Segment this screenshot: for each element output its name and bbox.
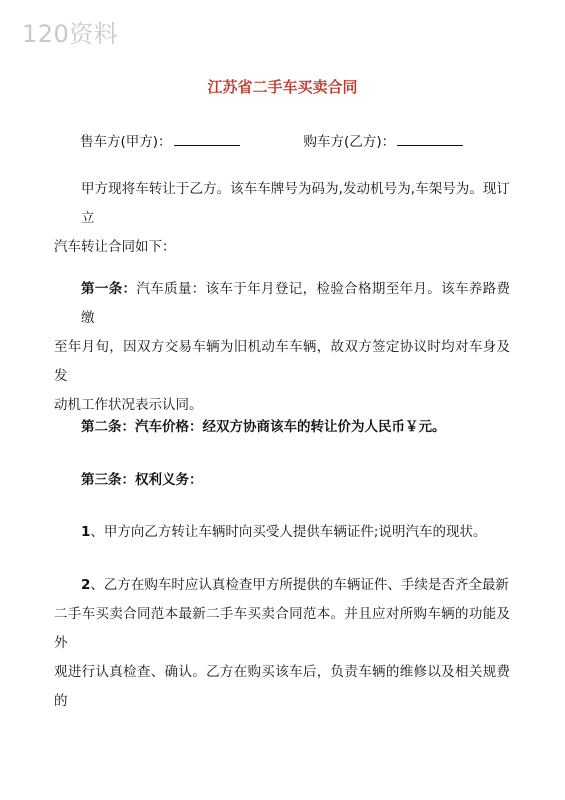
seller-field xyxy=(80,130,240,150)
intro-line-1: 甲方现将车转让于乙方。该车车牌号为码为,发动机号为,车架号为。现订立 xyxy=(81,181,510,226)
article-3-text: 第三条：权利义务： xyxy=(81,472,203,488)
article-3 xyxy=(54,466,510,495)
watermark: 120资料 xyxy=(22,20,119,48)
clause-1-line xyxy=(54,518,510,547)
clause-2-number: 2 xyxy=(81,577,91,593)
document-title: 江苏省二手车买卖合同 xyxy=(207,78,358,96)
seller-label: 售车方(甲方)： xyxy=(80,134,172,150)
clause-2-line-2: 二手车买卖合同范本最新二手车买卖合同范本。并且应对所购车辆的功能及外 xyxy=(54,606,510,651)
article-1-line-3: 动机工作状况表示认同。 xyxy=(54,397,203,413)
article-1-text: 汽车质量：该车于年月登记，检验合格期至年月。该车养路费缴 xyxy=(81,281,511,326)
intro-line-2: 汽车转让合同如下： xyxy=(54,239,176,255)
article-1-line-2: 至年月旬，因双方交易车辆为旧机动车车辆，故双方签定协议时均对车身及发 xyxy=(54,339,510,384)
clause-1-number: 1 xyxy=(81,524,91,540)
buyer-label: 购车方(乙方)： xyxy=(303,134,396,150)
clause-1-text: 、甲方向乙方转让车辆时向买受人提供车辆证件;说明汽车的现状。 xyxy=(90,524,487,540)
clause-2-line-1 xyxy=(54,571,510,600)
article-1-heading: 第一条： xyxy=(81,281,137,297)
article-2-text: 第二条：汽车价格：经双方协商该车的转让价为人民币￥元。 xyxy=(81,419,446,435)
intro-paragraph xyxy=(54,175,510,262)
clause-2 xyxy=(54,571,510,716)
parties-row xyxy=(80,130,500,150)
article-1-line-1 xyxy=(54,275,510,333)
clause-2-text: 、乙方在购车时应认真检查甲方所提供的车辆证件、手续是否齐全最新 xyxy=(90,577,509,593)
article-2 xyxy=(54,413,510,442)
buyer-field xyxy=(304,130,464,150)
article-1 xyxy=(54,275,510,420)
clause-2-line-3: 观进行认真检查、确认。乙方在购买该车后，负责车辆的维修以及相关规费的 xyxy=(54,664,510,709)
seller-blank xyxy=(174,131,240,146)
buyer-blank xyxy=(397,131,463,146)
clause-1 xyxy=(54,518,510,547)
